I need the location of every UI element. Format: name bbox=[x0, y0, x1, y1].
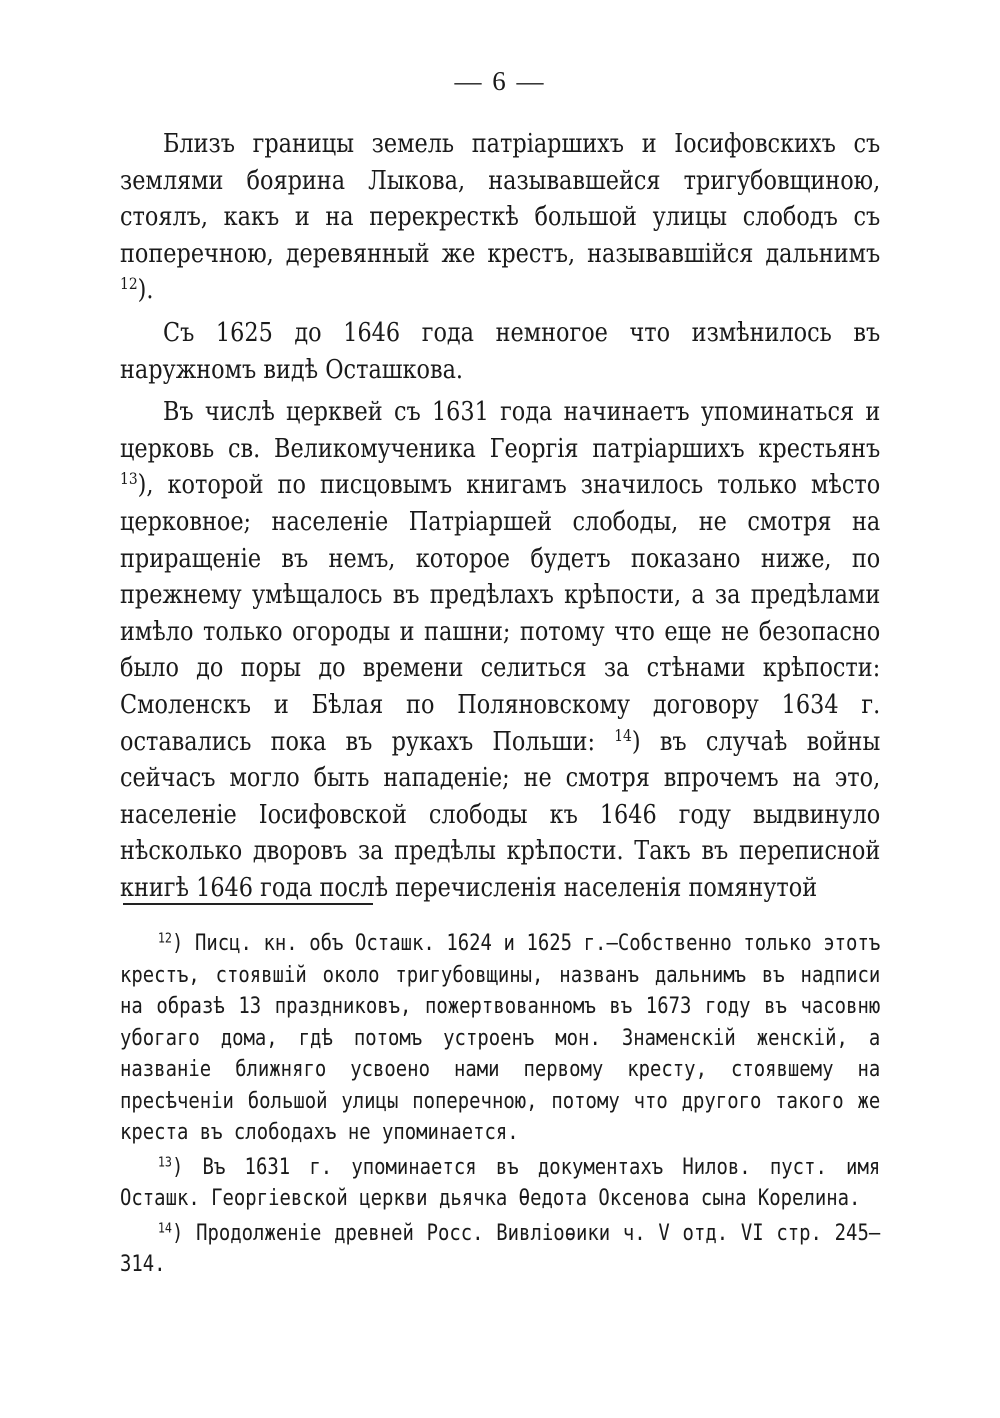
footnote-marker: 12 bbox=[157, 930, 172, 947]
ref-close: ), bbox=[137, 470, 154, 501]
footnote-text: Продолженіе древней Росс. Вивліоѳики ч. V отд. VI стр. 245—314. bbox=[120, 1220, 881, 1277]
footnote-text: Писц. кн. объ Осташк. 1624 и 1625 г.—Собственно только этотъ крестъ, стоявшій около тригубовщины, названъ дальнимъ въ надписи на образѣ 13 праздниковъ, пожертвованномъ въ 1673 году въ часовню убогаго дома, гдѣ потомъ устроенъ мон. Знаменскій женскій, а названіе ближняго усвоено нами первому кресту, стоявшему на пресѣченіи большой улицы поперечною, потому что другого такого же креста въ слободахъ не упоминается. bbox=[120, 931, 881, 1145]
footnote-divider bbox=[123, 903, 373, 905]
footnote-ref-13[interactable]: 13 bbox=[120, 469, 138, 489]
paragraph-3-text-a: Въ числѣ церквей съ 1631 года начинаетъ упоминаться и церковь св. Великомученика Георгія патріаршихъ крестьянъ bbox=[120, 397, 881, 464]
paragraph-2-text: Съ 1625 до 1646 года немногое что измѣнилось въ наружномъ видѣ Осташкова. bbox=[120, 317, 881, 385]
main-text bbox=[120, 126, 880, 906]
paragraph-1 bbox=[120, 126, 880, 309]
footnote-marker: 13 bbox=[157, 1154, 172, 1170]
footnote-paren: ) bbox=[171, 1154, 184, 1180]
page-number: — 6 — bbox=[454, 66, 546, 96]
ref-close: ) bbox=[631, 726, 641, 757]
footnotes bbox=[120, 928, 880, 1281]
footnote-14 bbox=[120, 1218, 880, 1281]
paragraph-2 bbox=[120, 315, 880, 388]
footnote-text: Въ 1631 г. упоминается въ документахъ Нилов. пуст. имя Осташк. Георгіевской церкви дьячка Ѳедота Оксенова сына Корелина. bbox=[120, 1154, 881, 1211]
ref-close: ). bbox=[137, 275, 154, 306]
footnote-paren: ) bbox=[171, 1220, 184, 1246]
paragraph-3 bbox=[120, 394, 880, 906]
paragraph-3-text-b: которой по писцовымъ книгамъ значилось только мѣсто церковное; населеніе Патріаршей слободы, не смотря на приращеніе въ немъ, которое будетъ показано ниже, по прежнему умѣщалось въ предѣлахъ крѣпости, а за предѣлами имѣло только огороды и пашни; потому что еще не безопасно было до поры до времени селиться за стѣнами крѣпости: Смоленскъ и Бѣлая по Поляновскому договору 1634 г. оставались пока въ рукахъ Польши: bbox=[120, 470, 881, 757]
footnote-ref-14[interactable]: 14 bbox=[614, 725, 632, 745]
footnote-paren: ) bbox=[171, 931, 184, 956]
footnote-marker: 14 bbox=[157, 1220, 172, 1236]
footnote-ref-12[interactable]: 12 bbox=[120, 274, 138, 294]
footnote-12 bbox=[120, 928, 880, 1149]
paragraph-1-text: Близъ границы земель патріаршихъ и Іосифовскихъ съ землями боярина Лыкова, называвшейся тригубовщиною, стоялъ, какъ и на перекресткѣ большой улицы слободъ съ поперечною, деревянный же крестъ, называвшійся дальнимъ bbox=[120, 129, 881, 269]
footnote-13 bbox=[120, 1152, 880, 1215]
paragraph-3-text-c: въ случаѣ войны сейчасъ могло быть нападеніе; не смотря впрочемъ на это, населеніе Іосифовской слободы къ 1646 году выдвинуло нѣсколько дворовъ за предѣлы крѣпости. Такъ въ переписной книгѣ 1646 года послѣ перечисленія населенія помянутой bbox=[120, 726, 881, 903]
